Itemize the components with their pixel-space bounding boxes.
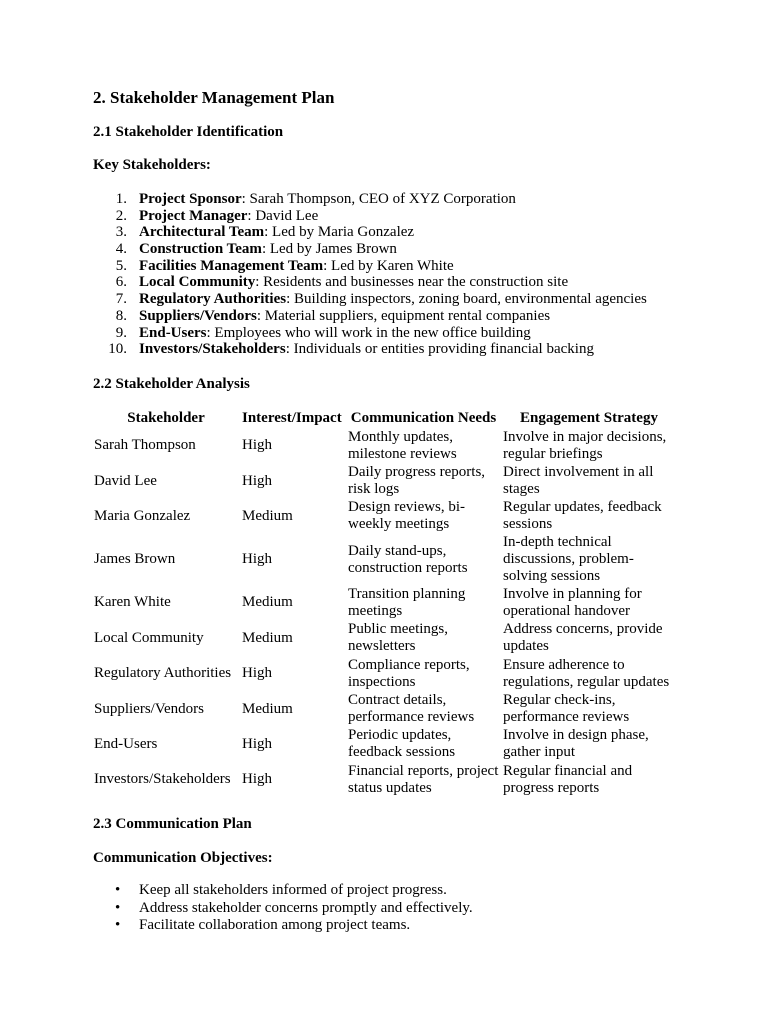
column-header-stakeholder: Stakeholder	[127, 410, 205, 426]
stakeholder-list	[93, 191, 713, 358]
communication-cell: Daily stand-ups, construction reports	[348, 542, 468, 576]
identification-heading: 2.1 Stakeholder Identification	[93, 124, 284, 140]
interest-cell: Medium	[242, 594, 293, 611]
list-number: 10.	[108, 341, 127, 358]
stakeholder-role: Architectural Team	[139, 224, 265, 241]
stakeholder-role: Local Community	[139, 274, 256, 291]
list-number: 1.	[115, 191, 127, 207]
objectives-list	[93, 882, 473, 935]
table-row	[92, 762, 677, 797]
stakeholder-cell: Karen White	[94, 594, 171, 611]
list-item	[93, 308, 713, 325]
table-row	[92, 428, 677, 463]
stakeholder-cell: Suppliers/Vendors	[94, 700, 204, 717]
stakeholder-cell: Regulatory Authorities	[94, 665, 232, 682]
list-item	[93, 291, 713, 308]
objective-item	[93, 917, 473, 935]
list-item	[93, 274, 713, 291]
stakeholder-cell: Investors/Stakeholders	[94, 771, 231, 788]
communication-cell: Public meetings, newsletters	[348, 621, 448, 655]
table-row	[92, 727, 677, 762]
stakeholder-analysis-table	[92, 409, 677, 798]
table-row	[92, 621, 677, 656]
table-row	[92, 534, 677, 585]
communication-cell: Compliance reports, inspections	[348, 656, 470, 690]
list-number: 6.	[115, 274, 127, 291]
list-number: 7.	[115, 291, 127, 308]
communication-cell: Design reviews, bi-weekly meetings	[348, 499, 466, 533]
objective-text: Keep all stakeholders informed of project progress.	[139, 882, 447, 898]
engagement-cell: Involve in major decisions, regular briefings	[503, 428, 667, 462]
communication-cell: Monthly updates, milestone reviews	[348, 428, 457, 462]
stakeholder-detail: : Employees who will work in the new office building	[206, 324, 531, 341]
list-item	[93, 191, 713, 208]
list-number: 5.	[115, 257, 127, 274]
list-number: 2.	[115, 207, 127, 224]
stakeholder-cell: David Lee	[94, 472, 157, 489]
stakeholder-detail: : Led by James Brown	[261, 241, 397, 258]
analysis-heading: 2.2 Stakeholder Analysis	[93, 376, 250, 392]
table-header-row	[92, 409, 677, 428]
interest-cell: High	[242, 472, 272, 489]
key-stakeholders-label: Key Stakeholders:	[93, 157, 211, 173]
stakeholder-role: Regulatory Authorities	[139, 291, 287, 308]
communication-cell: Contract details, performance reviews	[348, 692, 475, 726]
objective-item	[93, 900, 473, 918]
stakeholder-role: Project Sponsor	[139, 191, 242, 207]
table-row	[92, 691, 677, 726]
engagement-cell: Regular financial and progress reports	[503, 762, 633, 796]
table-row	[92, 499, 677, 534]
engagement-cell: In-depth technical discussions, problem-solving sessions	[503, 534, 634, 585]
engagement-cell: Address concerns, provide updates	[503, 621, 663, 655]
stakeholder-detail: : David Lee	[247, 207, 319, 224]
column-header-communication: Communication Needs	[350, 410, 497, 426]
table-body	[92, 428, 677, 798]
stakeholder-detail: : Building inspectors, zoning board, environmental agencies	[286, 291, 647, 308]
objective-text: Address stakeholder concerns promptly and effectively.	[139, 899, 473, 916]
objective-item	[93, 882, 473, 900]
list-item	[93, 208, 713, 225]
bullet-icon: •	[115, 882, 121, 898]
list-item	[93, 224, 713, 241]
column-header-interest: Interest/Impact	[242, 410, 342, 426]
table-row	[92, 463, 677, 498]
stakeholder-cell: James Brown	[94, 551, 176, 568]
objective-text: Facilitate collaboration among project teams.	[139, 917, 411, 933]
interest-cell: Medium	[242, 629, 293, 646]
table-row	[92, 585, 677, 620]
table-row	[92, 656, 677, 691]
communication-cell: Transition planning meetings	[348, 585, 466, 619]
stakeholder-detail: : Led by Karen White	[323, 257, 454, 274]
list-item	[93, 258, 713, 275]
engagement-cell: Involve in planning for operational handover	[503, 585, 642, 619]
communication-objectives-label: Communication Objectives:	[93, 850, 273, 866]
stakeholder-cell: Local Community	[94, 629, 204, 646]
list-number: 3.	[115, 224, 127, 241]
column-header-engagement: Engagement Strategy	[520, 410, 658, 426]
list-number: 4.	[115, 241, 127, 258]
communication-heading: 2.3 Communication Plan	[93, 816, 252, 832]
list-item	[93, 241, 713, 258]
communication-cell: Periodic updates, feedback sessions	[348, 727, 456, 761]
stakeholder-detail: : Sarah Thompson, CEO of XYZ Corporation	[241, 191, 516, 207]
stakeholder-role: Investors/Stakeholders	[139, 341, 286, 358]
list-item	[93, 341, 713, 358]
stakeholder-cell: End-Users	[94, 735, 158, 752]
stakeholder-role: Facilities Management Team	[139, 257, 324, 274]
engagement-cell: Ensure adherence to regulations, regular updates	[503, 656, 670, 690]
list-item	[93, 325, 713, 342]
engagement-cell: Regular check-ins, performance reviews	[503, 692, 630, 726]
interest-cell: High	[242, 551, 272, 568]
interest-cell: High	[242, 735, 272, 752]
interest-cell: High	[242, 665, 272, 682]
list-number: 8.	[115, 307, 127, 324]
stakeholder-role: Construction Team	[139, 241, 262, 258]
engagement-cell: Involve in design phase, gather input	[503, 727, 649, 761]
engagement-cell: Regular updates, feedback sessions	[503, 499, 662, 533]
interest-cell: Medium	[242, 507, 293, 524]
bullet-icon: •	[115, 917, 121, 933]
list-number: 9.	[115, 324, 127, 341]
interest-cell: High	[242, 437, 272, 454]
stakeholder-cell: Sarah Thompson	[94, 437, 196, 454]
stakeholder-detail: : Led by Maria Gonzalez	[264, 224, 415, 241]
stakeholder-detail: : Material suppliers, equipment rental companies	[256, 307, 551, 324]
bullet-icon: •	[115, 899, 121, 916]
stakeholder-detail: : Residents and businesses near the construction site	[255, 274, 569, 291]
stakeholder-role: End-Users	[139, 324, 207, 341]
stakeholder-cell: Maria Gonzalez	[94, 507, 191, 524]
stakeholder-detail: : Individuals or entities providing financial backing	[285, 341, 594, 358]
section-title: 2. Stakeholder Management Plan	[93, 88, 335, 107]
interest-cell: Medium	[242, 700, 293, 717]
engagement-cell: Direct involvement in all stages	[503, 464, 654, 498]
stakeholder-role: Project Manager	[139, 207, 248, 224]
communication-cell: Daily progress reports, risk logs	[348, 464, 486, 498]
stakeholder-role: Suppliers/Vendors	[139, 307, 257, 324]
communication-cell: Financial reports, project status updates	[348, 762, 499, 796]
interest-cell: High	[242, 771, 272, 788]
